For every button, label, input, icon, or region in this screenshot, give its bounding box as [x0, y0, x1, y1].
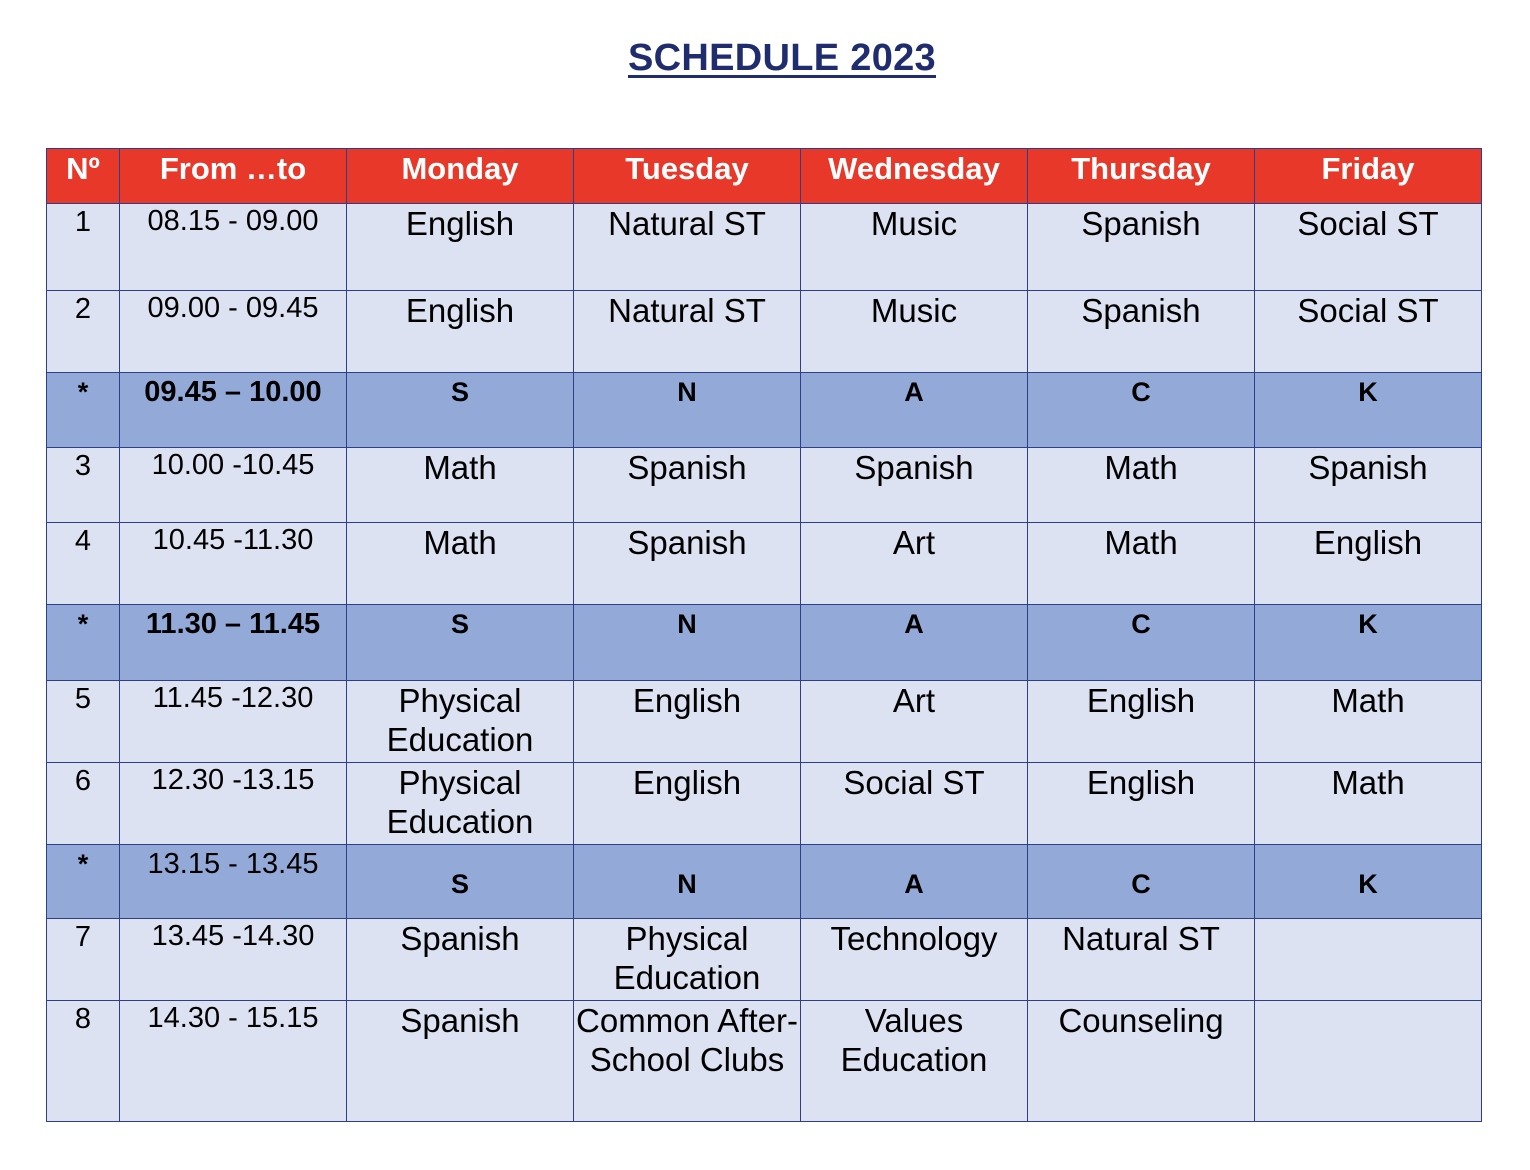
subject-cell: English: [347, 204, 574, 291]
table-row: [47, 681, 1482, 763]
subject-cell: Art: [801, 681, 1028, 763]
subject-cell: Art: [801, 523, 1028, 605]
header-wednesday: Wednesday: [801, 149, 1028, 204]
header-tuesday: Tuesday: [574, 149, 801, 204]
period-number: 6: [47, 763, 120, 845]
subject-cell: Spanish: [801, 448, 1028, 523]
subject-cell: Natural ST: [574, 291, 801, 373]
table-row: [47, 448, 1482, 523]
subject-cell: Technology: [801, 919, 1028, 1001]
subject-cell: Values Education: [801, 1001, 1028, 1122]
subject-cell: Spanish: [1028, 291, 1255, 373]
subject-cell: Physical Education: [574, 919, 801, 1001]
snack-letter: N: [574, 845, 801, 919]
period-number: 5: [47, 681, 120, 763]
subject-cell: Physical Education: [347, 763, 574, 845]
subject-cell: Music: [801, 291, 1028, 373]
snack-letter: A: [801, 373, 1028, 448]
period-time: 08.15 - 09.00: [120, 204, 347, 291]
snack-letter: S: [347, 845, 574, 919]
subject-cell: English: [574, 681, 801, 763]
schedule-table: [46, 148, 1482, 1122]
subject-cell: Spanish: [574, 448, 801, 523]
snack-letter: S: [347, 373, 574, 448]
snack-letter: A: [801, 605, 1028, 681]
subject-cell: Social ST: [1255, 204, 1482, 291]
subject-cell: Natural ST: [574, 204, 801, 291]
snack-letter: C: [1028, 605, 1255, 681]
subject-cell: Spanish: [1028, 204, 1255, 291]
period-time: 13.15 - 13.45: [120, 845, 347, 919]
period-number: *: [47, 605, 120, 681]
snack-letter: S: [347, 605, 574, 681]
subject-cell: Natural ST: [1028, 919, 1255, 1001]
table-row: [47, 523, 1482, 605]
subject-cell: Music: [801, 204, 1028, 291]
period-time: 10.45 -11.30: [120, 523, 347, 605]
snack-letter: C: [1028, 373, 1255, 448]
snack-letter: N: [574, 373, 801, 448]
subject-cell: Spanish: [1255, 448, 1482, 523]
period-number: 8: [47, 1001, 120, 1122]
table-row: [47, 763, 1482, 845]
subject-cell: Spanish: [347, 1001, 574, 1122]
subject-cell: English: [1028, 681, 1255, 763]
header-number: Nº: [47, 149, 120, 204]
snack-letter: C: [1028, 845, 1255, 919]
subject-cell: English: [1255, 523, 1482, 605]
table-row: [47, 1001, 1482, 1122]
subject-cell: Counseling: [1028, 1001, 1255, 1122]
snack-letter: K: [1255, 845, 1482, 919]
period-time: 09.00 - 09.45: [120, 291, 347, 373]
page-title: SCHEDULE 2023: [627, 37, 936, 79]
subject-cell: English: [1028, 763, 1255, 845]
table-row: [47, 291, 1482, 373]
subject-cell: Math: [347, 448, 574, 523]
table-row: [47, 919, 1482, 1001]
snack-letter: K: [1255, 605, 1482, 681]
snack-letter: K: [1255, 373, 1482, 448]
period-time: 14.30 - 15.15: [120, 1001, 347, 1122]
period-time: 10.00 -10.45: [120, 448, 347, 523]
subject-cell: [1255, 1001, 1482, 1122]
period-time: 12.30 -13.15: [120, 763, 347, 845]
subject-cell: Common After-School Clubs: [574, 1001, 801, 1122]
period-time: 11.30 – 11.45: [120, 605, 347, 681]
snack-letter: N: [574, 605, 801, 681]
period-number: *: [47, 845, 120, 919]
subject-cell: Math: [347, 523, 574, 605]
subject-cell: Social ST: [1255, 291, 1482, 373]
subject-cell: Math: [1255, 763, 1482, 845]
subject-cell: English: [347, 291, 574, 373]
subject-cell: English: [574, 763, 801, 845]
subject-cell: Math: [1028, 523, 1255, 605]
period-number: 7: [47, 919, 120, 1001]
subject-cell: [1255, 919, 1482, 1001]
subject-cell: Math: [1028, 448, 1255, 523]
period-number: 3: [47, 448, 120, 523]
subject-cell: Math: [1255, 681, 1482, 763]
snack-letter: A: [801, 845, 1028, 919]
period-number: 4: [47, 523, 120, 605]
snack-row: [47, 605, 1482, 681]
period-number: *: [47, 373, 120, 448]
period-time: 11.45 -12.30: [120, 681, 347, 763]
period-number: 1: [47, 204, 120, 291]
period-number: 2: [47, 291, 120, 373]
period-time: 13.45 -14.30: [120, 919, 347, 1001]
subject-cell: Spanish: [347, 919, 574, 1001]
snack-row: [47, 373, 1482, 448]
header-friday: Friday: [1255, 149, 1482, 204]
subject-cell: Spanish: [574, 523, 801, 605]
header-time: From …to: [120, 149, 347, 204]
period-time: 09.45 – 10.00: [120, 373, 347, 448]
subject-cell: Social ST: [801, 763, 1028, 845]
header-thursday: Thursday: [1028, 149, 1255, 204]
snack-row: [47, 845, 1482, 919]
header-monday: Monday: [347, 149, 574, 204]
subject-cell: Physical Education: [347, 681, 574, 763]
table-row: [47, 204, 1482, 291]
header-row: [47, 149, 1482, 204]
